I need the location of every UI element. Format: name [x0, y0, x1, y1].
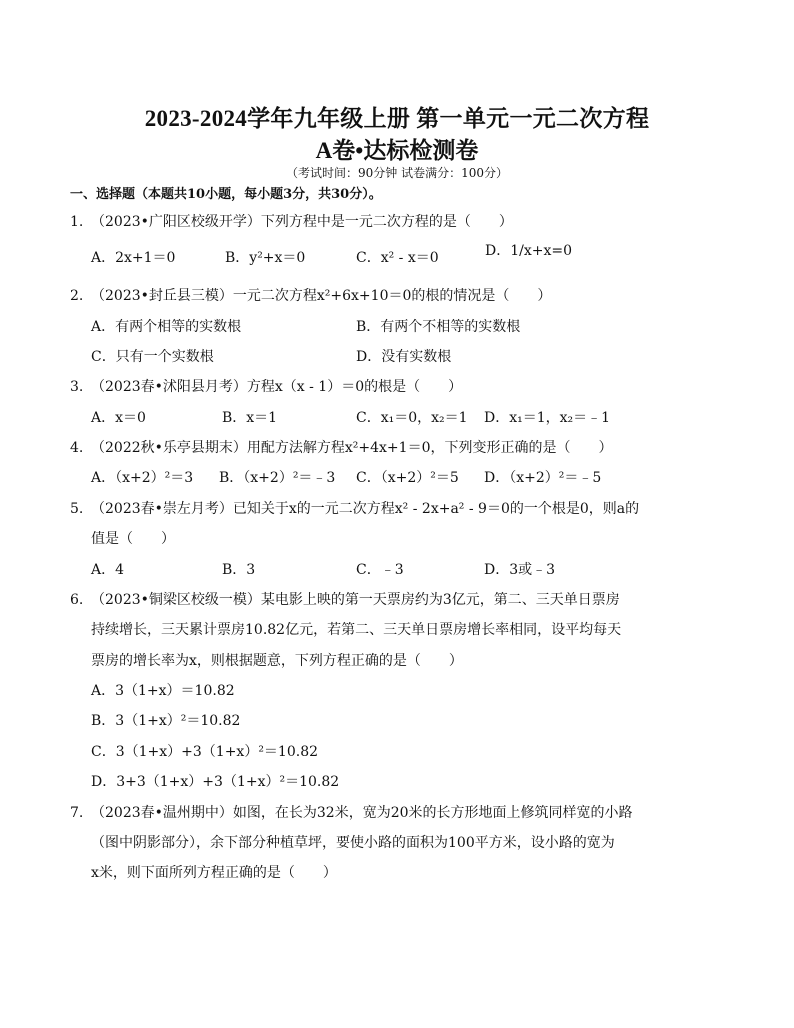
q2-option-c: C．只有一个实数根: [91, 349, 214, 365]
q2-option-a: A．有两个相等的实数根: [91, 319, 242, 335]
question-7: [70, 802, 633, 822]
question-6: [70, 589, 620, 609]
question-3: [70, 376, 462, 396]
q3-option-c: C．x₁＝0，x₂＝1: [356, 410, 468, 426]
q6-option-c: C．3（1+x）+3（1+x）²＝10.82: [91, 744, 319, 760]
question-text: （2023•广阳区校级开学）下列方程中是一元二次方程的是（ ）: [91, 214, 513, 230]
q5-option-d: D．3或﹣3: [484, 562, 556, 578]
page-subtitle: A卷•达标检测卷: [315, 138, 479, 163]
question-text: （2022秋•乐亭县期末）用配方法解方程x²+4x+1＝0，下列变形正确的是（ ）: [91, 440, 613, 456]
question-number: 1.: [70, 214, 84, 230]
question-7-continued-2: x米，则下面所列方程正确的是（ ）: [91, 865, 337, 881]
q2-option-b: B．有两个不相等的实数根: [356, 319, 521, 335]
question-1: [70, 211, 513, 231]
question-5: [70, 498, 639, 518]
question-number: 7.: [70, 805, 84, 821]
q2-option-d: D．没有实数根: [356, 349, 452, 365]
question-number: 3.: [70, 379, 84, 395]
question-7-continued: （图中阴影部分），余下部分种植草坪，要使小路的面积为100平方米，设小路的宽为: [91, 835, 615, 851]
q3-option-b: B．x＝1: [222, 410, 278, 426]
question-number: 4.: [70, 440, 84, 456]
question-text: （2023春•沭阳县月考）方程x（x - 1）＝0的根是（ ）: [91, 379, 463, 395]
q6-option-d: D．3+3（1+x）+3（1+x）²＝10.82: [91, 774, 340, 790]
q6-option-a: A．3（1+x）＝10.82: [91, 683, 235, 699]
question-text: （2023•封丘县三模）一元二次方程x²+6x+10＝0的根的情况是（ ）: [91, 288, 552, 304]
question-text: （2023春•崇左月考）已知关于x的一元二次方程x² - 2x+a² - 9＝0的一个根是0，则a的: [91, 501, 640, 517]
section-heading: 一、选择题（本题共10小题，每小题3分，共30分）。: [70, 187, 382, 202]
q3-option-a: A．x＝0: [91, 410, 146, 426]
question-2: [70, 285, 551, 305]
q5-option-c: C．﹣3: [356, 562, 404, 578]
q3-option-d: D．x₁＝1，x₂＝﹣1: [484, 410, 611, 426]
q4-option-c: C．（x+2）²＝5: [356, 470, 459, 486]
q4-option-b: B．（x+2）²＝﹣3: [219, 470, 336, 486]
question-text: （2023春•温州期中）如图，在长为32米，宽为20米的长方形地面上修筑同样宽的小路: [91, 805, 633, 821]
q1-option-c: C．x² - x＝0: [356, 250, 439, 266]
question-number: 2.: [70, 288, 84, 304]
q4-option-d: D．（x+2）²＝﹣5: [484, 470, 602, 486]
q1-option-a: A．2x+1＝0: [91, 250, 176, 266]
q1-option-b: B．y²+x＝0: [225, 250, 306, 266]
q1-option-d: D．1/x+x=0: [485, 243, 573, 259]
question-6-continued-2: 票房的增长率为x，则根据题意，下列方程正确的是（ ）: [91, 653, 463, 669]
q6-option-b: B．3（1+x）²＝10.82: [91, 713, 241, 729]
question-number: 6.: [70, 592, 84, 608]
question-text: （2023•铜梁区校级一模）某电影上映的第一天票房约为3亿元，第二、三天单日票房: [91, 592, 620, 608]
q5-option-a: A．4: [91, 562, 125, 578]
page-title: 2023-2024学年九年级上册 第一单元一元二次方程: [144, 106, 650, 131]
q4-option-a: A．（x+2）²＝3: [91, 470, 194, 486]
exam-info: （考试时间：90分钟 试卷满分：100分）: [286, 166, 508, 180]
question-number: 5.: [70, 501, 84, 517]
question-6-continued: 持续增长，三天累计票房10.82亿元，若第二、三天单日票房增长率相同，设平均每天: [91, 622, 622, 638]
question-5-continued: 值是（ ）: [91, 531, 175, 547]
question-4: [70, 437, 612, 457]
q5-option-b: B．3: [222, 562, 256, 578]
